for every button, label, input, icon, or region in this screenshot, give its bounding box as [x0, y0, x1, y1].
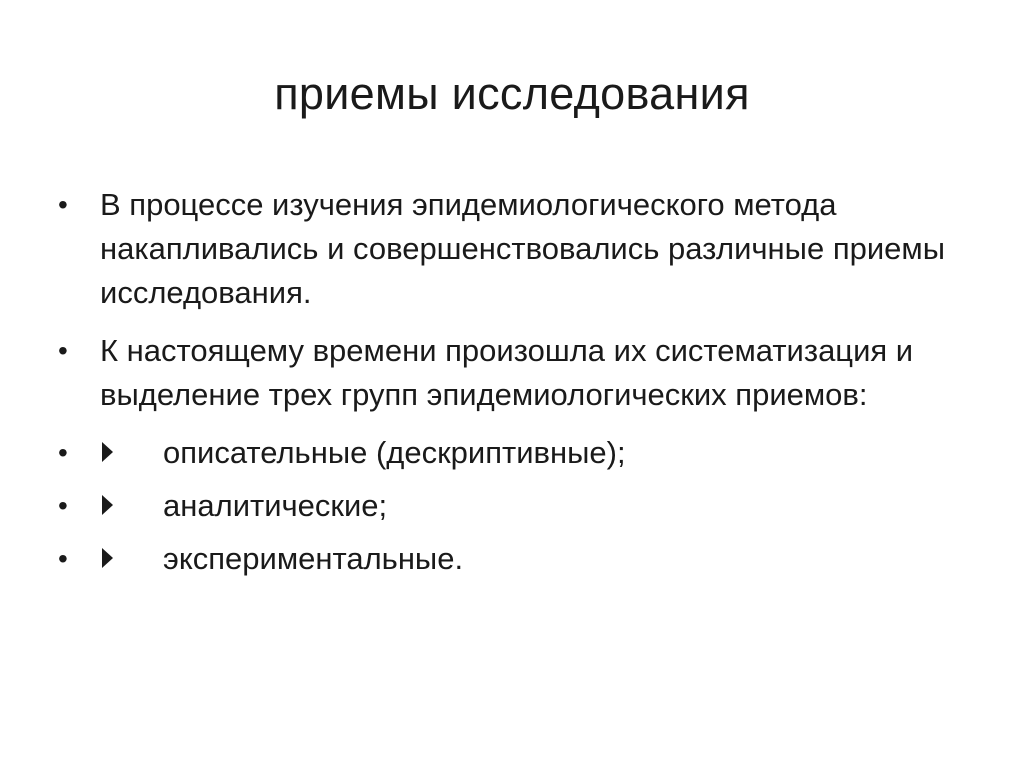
list-item-text: аналитические; [163, 488, 388, 523]
arrow-right-icon [102, 442, 113, 462]
bullet-icon: • [58, 189, 68, 220]
list-item [58, 431, 978, 475]
list-item-text: В процессе изучения эпидемиологического метода накапливались и совершенствовались различные приемы исследования. [100, 187, 945, 310]
list-item [58, 537, 978, 581]
arrow-right-icon [102, 548, 113, 568]
bullet-icon: • [58, 335, 68, 366]
bullet-icon: • [58, 543, 68, 574]
slide-title: приемы исследования [274, 68, 750, 119]
list-item [58, 329, 978, 417]
list-item-text: экспериментальные. [163, 541, 464, 576]
bullet-icon: • [58, 490, 68, 521]
list-item-text: К настоящему времени произошла их систематизация и выделение трех групп эпидемиологических приемов: [100, 333, 914, 412]
bullet-list [58, 183, 978, 590]
list-item [58, 484, 978, 528]
bullet-icon: • [58, 437, 68, 468]
list-item [58, 183, 978, 315]
arrow-right-icon [102, 495, 113, 515]
list-item-text: описательные (дескриптивные); [163, 435, 626, 470]
